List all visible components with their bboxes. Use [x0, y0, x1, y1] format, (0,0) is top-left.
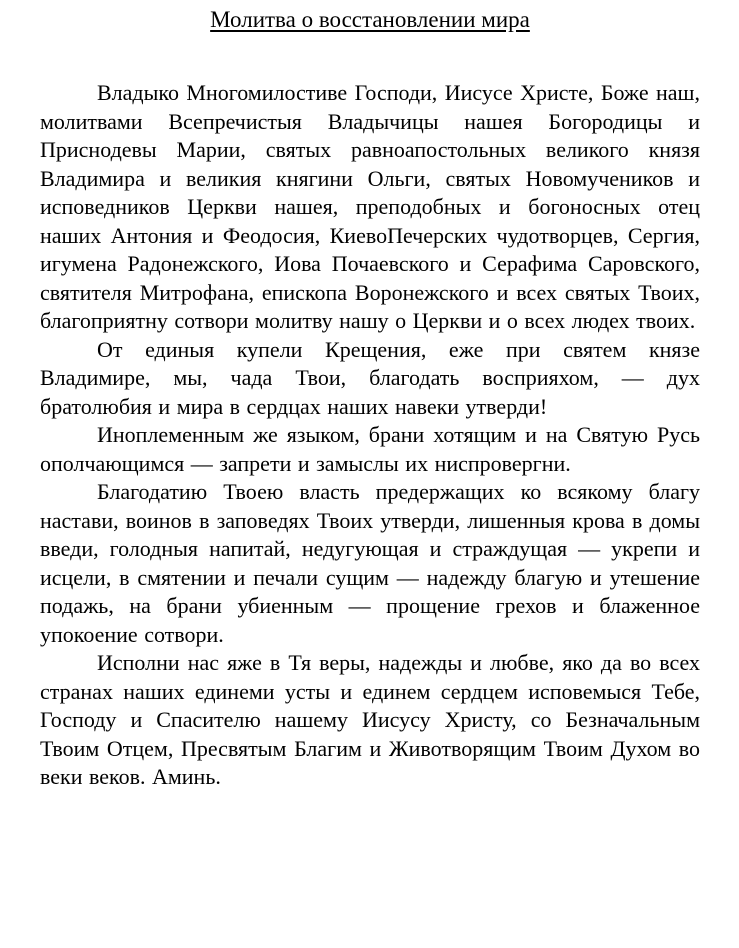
- paragraph-2: От единыя купели Крещения, еже при святем князе Владимире, мы, чада Твои, благодать восприяхом, — дух братолюбия и мира в сердцах наших навеки утверди!: [40, 336, 700, 419]
- document-body: [40, 79, 700, 792]
- document-title: Молитва о восстановлении мира: [210, 7, 530, 32]
- paragraph-1: Владыко Многомилостиве Господи, Иисусе Христе, Боже наш, молитвами Всепречистыя Владычицы нашея Богородицы и Приснодевы Марии, святых равноапостольных великого князя Владимира и великия княгини Ольги, святых Новомучеников и исповедников Церкви нашея, преподобных и богоносных отец наших Антония и Феодосия, КиевоПечерских чудотворцев, Сергия, игумена Радонежского, Иова Почаевского и Серафима Саровского, святителя Митрофана, епископа Воронежского и всех святых Твоих, благоприятну сотвори молитву нашу о Церкви и о всех людех твоих.: [40, 80, 700, 333]
- paragraph-4: Благодатию Твоею власть предержащих ко всякому благу настави, воинов в заповедях Твоих утверди, лишенныя крова в домы введи, голодныя напитай, недугующая и страждущая — укрепи и исцели, в смятении и печали сущим — надежду благую и утешение подажь, на брани убиенным — прощение грехов и блаженное упокоение сотвори.: [40, 479, 700, 647]
- paragraph-3: Иноплеменным же языком, брани хотящим и на Святую Русь ополчающимся — запрети и замыслы их ниспровергни.: [40, 422, 700, 476]
- paragraph-5: Исполни нас яже в Тя веры, надежды и любве, яко да во всех странах наших единеми усты и единем сердцем исповемыся Тебе, Господу и Спасителю нашему Иисусу Христу, со Безначальным Твоим Отцем, Пресвятым Благим и Животворящим Твоим Духом во веки веков. Аминь.: [40, 650, 700, 789]
